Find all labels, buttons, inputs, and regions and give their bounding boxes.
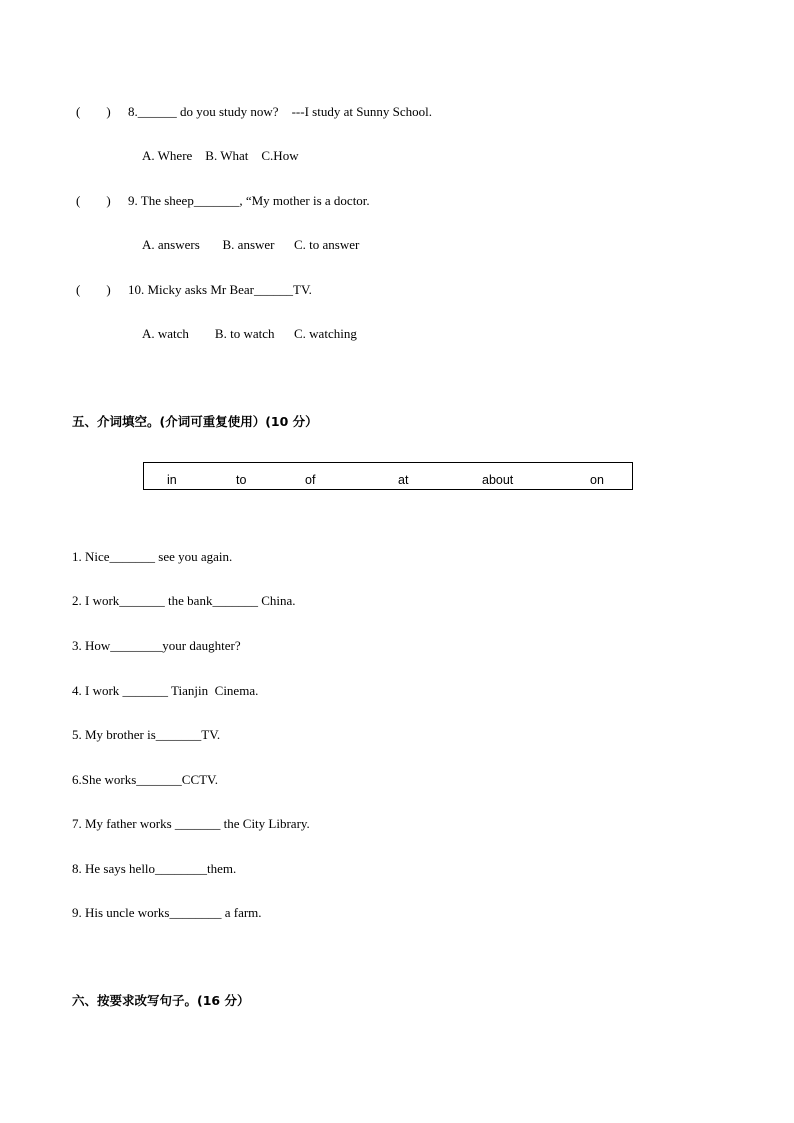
question-options: A. watch B. to watch C. watching	[142, 326, 357, 341]
fill-item[interactable]: 2. I work_______ the bank_______ China.	[72, 593, 296, 608]
word-bank-item: to	[236, 473, 247, 487]
word-bank-item: at	[398, 473, 409, 487]
section-6-heading: 六、按要求改写句子。(16 分）	[72, 993, 250, 1008]
question-options: A. answers B. answer C. to answer	[142, 237, 360, 252]
fill-item[interactable]: 5. My brother is_______TV.	[72, 727, 221, 742]
fill-item[interactable]: 6.She works_______CCTV.	[72, 772, 219, 787]
question-text: 9. The sheep_______, “My mother is a doctor.	[128, 193, 370, 208]
fill-item[interactable]: 9. His uncle works________ a farm.	[72, 905, 262, 920]
section-5-heading: 五、介词填空。(介词可重复使用）(10 分）	[72, 414, 318, 429]
fill-item[interactable]: 7. My father works _______ the City Library.	[72, 816, 310, 831]
word-bank-item: in	[167, 473, 177, 487]
word-bank-box	[143, 462, 633, 490]
question-text: 10. Micky asks Mr Bear______TV.	[128, 282, 312, 297]
word-bank-item: on	[590, 473, 604, 487]
fill-item[interactable]: 3. How________your daughter?	[72, 638, 241, 653]
question-options: A. Where B. What C.How	[142, 148, 299, 163]
fill-item[interactable]: 4. I work _______ Tianjin Cinema.	[72, 683, 259, 698]
answer-bracket[interactable]: ( )	[76, 282, 111, 297]
fill-item[interactable]: 1. Nice_______ see you again.	[72, 549, 233, 564]
word-bank-item: about	[482, 473, 514, 487]
question-text: 8.______ do you study now? ---I study at Sunny School.	[128, 104, 433, 119]
answer-bracket[interactable]: ( )	[76, 193, 111, 208]
answer-bracket[interactable]: ( )	[76, 104, 111, 119]
fill-item[interactable]: 8. He says hello________them.	[72, 861, 237, 876]
word-bank-item: of	[305, 473, 316, 487]
